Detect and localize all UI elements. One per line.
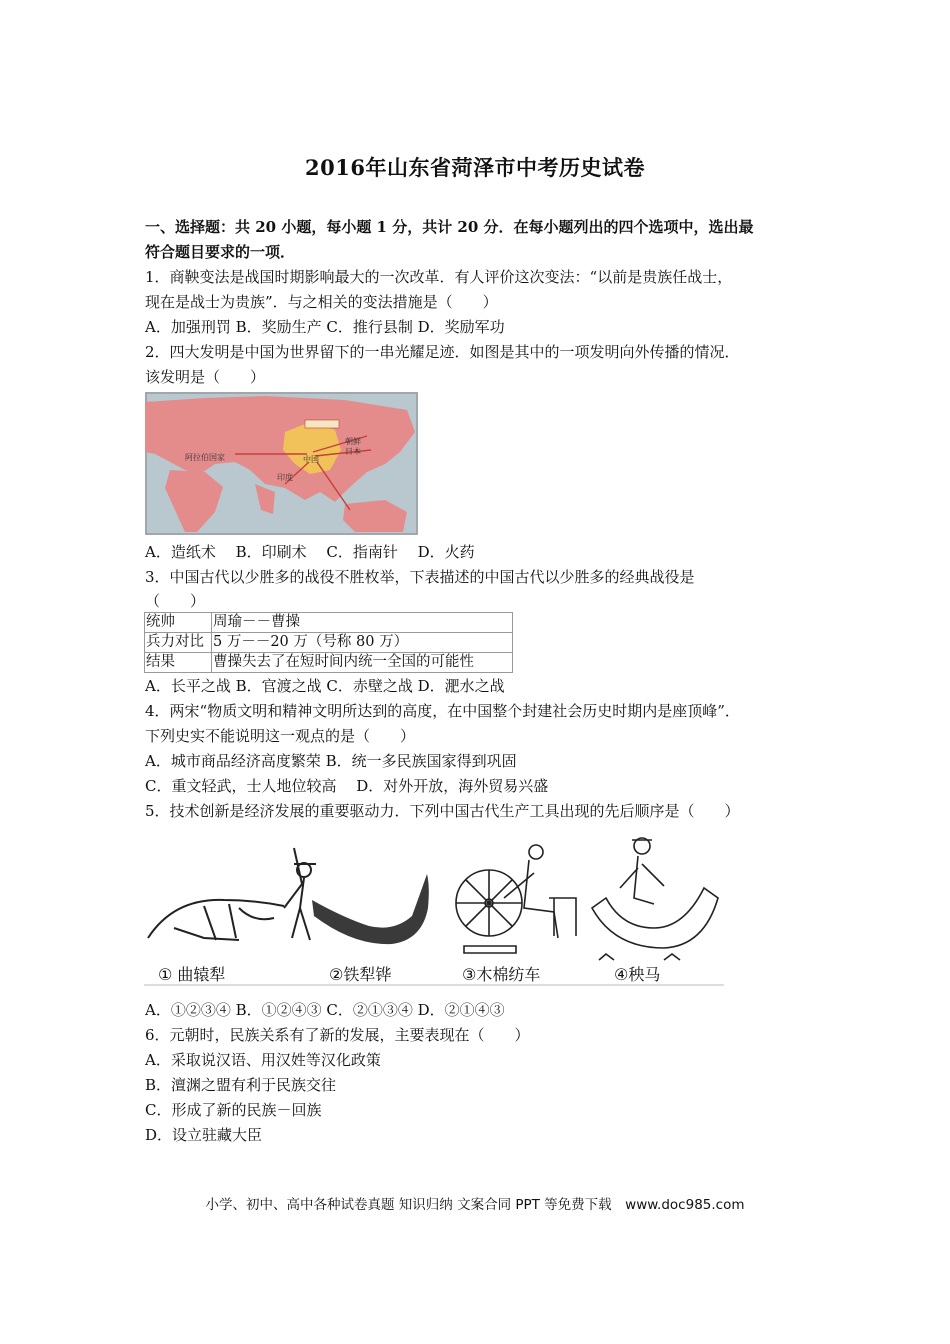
- q5-options: A．①②③④ B．①②④③ C．②①③④ D．②①④③: [145, 1001, 505, 1019]
- map-label-japan: 日本: [345, 447, 361, 456]
- table-cell: 周瑜－－曹操: [212, 613, 513, 633]
- q2-stem-line1: 2．四大发明是中国为世界留下的一串光耀足迹．如图是其中的一项发明向外传播的情况．: [145, 343, 740, 361]
- table-cell: 兵力对比: [145, 633, 212, 653]
- q4-stem-line2: 下列史实不能说明这一观点的是（ ）: [145, 727, 416, 745]
- table-row: [145, 633, 513, 653]
- q6-option-a: A．采取说汉语、用汉姓等汉化政策: [145, 1051, 381, 1069]
- table-row: [145, 613, 513, 633]
- map-label-india: 印度: [277, 473, 293, 482]
- tool-caption-1: ① 曲辕犁: [158, 965, 226, 984]
- table-cell: 5 万－－20 万（号称 80 万）: [212, 633, 513, 653]
- q6-stem: 6．元朝时，民族关系有了新的发展，主要表现在（ ）: [145, 1026, 530, 1044]
- q6-option-c: C．形成了新的民族－回族: [145, 1101, 322, 1119]
- section-heading-line1: 一、选择题：共 20 小题，每小题 1 分，共计 20 分．在每小题列出的四个选项中，选出最: [145, 218, 754, 236]
- q1-options: A．加强刑罚 B．奖励生产 C．推行县制 D．奖励军功: [145, 318, 505, 336]
- section-heading-line2: 符合题目要求的一项．: [145, 243, 296, 261]
- q2-options: A．造纸术 B．印刷术 C．指南针 D．火药: [145, 543, 475, 561]
- table-row: [145, 653, 513, 673]
- q4-stem-line1: 4．两宋“物质文明和精神文明所达到的高度，在中国整个封建社会历史时期内是座顶峰”．: [145, 702, 740, 720]
- q1-stem-line2: 现在是战士为贵族”．与之相关的变法措施是（ ）: [145, 293, 498, 311]
- tool-caption-3: ③木棉纺车: [462, 965, 541, 984]
- farm-tools-image: [144, 828, 724, 986]
- page-title: 2016年山东省菏泽市中考历史试卷: [305, 155, 645, 180]
- table-cell: 统帅: [145, 613, 212, 633]
- q1-stem-line1: 1．商鞅变法是战国时期影响最大的一次改革．有人评价这次变法：“以前是贵族任战士，: [145, 268, 733, 286]
- battle-table: [144, 612, 513, 673]
- q2-stem-line2: 该发明是（ ）: [145, 368, 266, 386]
- spread-map-image: [145, 392, 418, 535]
- q3-stem-line1: 3．中国古代以少胜多的战役不胜枚举，下表描述的中国古代以少胜多的经典战役是: [145, 568, 695, 586]
- tool-caption-4: ④秧马: [614, 965, 661, 984]
- table-cell: 结果: [145, 653, 212, 673]
- q3-stem-line2: （ ）: [145, 592, 206, 610]
- q6-option-d: D．设立驻藏大臣: [145, 1126, 263, 1144]
- page-footer: 小学、初中、高中各种试卷真题 知识归纳 文案合同 PPT 等免费下载 www.doc985.com: [205, 1197, 745, 1213]
- q4-options-line2: C．重文轻武，士人地位较高 D．对外开放，海外贸易兴盛: [145, 777, 549, 795]
- q5-stem: 5．技术创新是经济发展的重要驱动力．下列中国古代生产工具出现的先后顺序是（ ）: [145, 802, 740, 820]
- map-label-arabia: 阿拉伯国家: [185, 453, 225, 462]
- table-cell: 曹操失去了在短时间内统一全国的可能性: [212, 653, 513, 673]
- tool-caption-2: ②铁犁铧: [329, 965, 392, 984]
- map-label-china: 中国: [303, 455, 319, 464]
- map-label-korea: 朝鲜: [345, 437, 361, 446]
- q6-option-b: B．澶渊之盟有利于民族交往: [145, 1076, 337, 1094]
- q3-options: A．长平之战 B．官渡之战 C．赤壁之战 D．淝水之战: [145, 677, 505, 695]
- q4-options-line1: A．城市商品经济高度繁荣 B．统一多民族国家得到巩固: [145, 752, 517, 770]
